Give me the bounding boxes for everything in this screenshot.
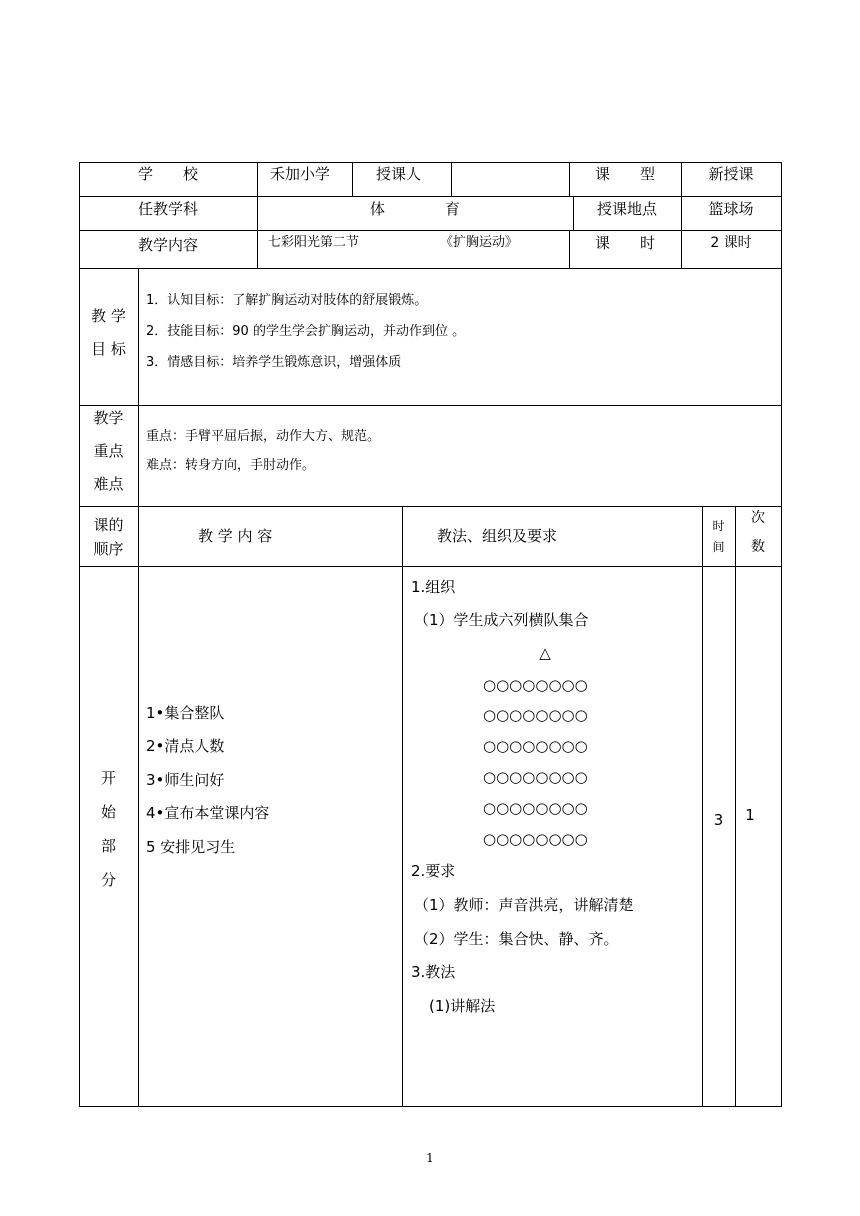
content-item: 5 安排见习生 [146,838,236,856]
organization-line: （1）学生成六列横队集合 [414,611,589,629]
table-col-divider [402,506,403,1106]
content-value-series: 七彩阳光第二节 [268,235,360,250]
keypoints-label-line2: 重点 [93,442,124,460]
hours-value: 2 课时 [710,235,752,251]
page-number: 1 [426,1151,434,1165]
content-column-header: 教 学 内 容 [198,527,273,545]
table-row-divider [79,196,782,197]
section-name-char: 开 [100,769,116,787]
table-border-bottom [79,1106,782,1107]
section-name-char: 始 [100,803,116,821]
table-row-divider [79,230,782,231]
goals-label-line1: 教 学 [91,307,126,325]
place-value: 篮球场 [708,200,754,218]
subject-label: 任教学科 [137,200,198,218]
table-border-left [79,162,80,1107]
content-label: 教学内容 [137,236,198,254]
goal-item: 3．情感目标：培养学生锻炼意识，增强体质 [146,355,402,370]
count-value: 1 [745,806,755,824]
subject-value: 体 育 [369,200,460,218]
table-row-divider [79,405,782,406]
time-value: 3 [713,811,724,829]
type-label: 课 型 [594,165,655,183]
teaching-method-item: (1)讲解法 [429,997,496,1015]
content-value-title: 《扩胸运动》 [440,235,519,250]
goal-item: 2．技能目标：90 的学生学会扩胸运动，并动作到位 。 [146,324,466,339]
section-name-char: 部 [100,837,116,855]
order-header-line1: 课的 [93,516,124,534]
formation-row: ○○○○○○○○ [483,676,588,694]
method-column-header: 教法、组织及要求 [437,527,558,545]
teacher-position-mark: △ [539,644,551,662]
content-item: 2•清点人数 [146,737,225,755]
table-col-divider [735,506,736,1106]
time-header-line2: 间 [712,540,725,554]
table-row-divider [79,268,782,269]
requirements-title: 2.要求 [411,862,456,880]
focus-text: 重点：手臂平屈后振，动作大方、规范。 [146,429,381,444]
time-header-line1: 时 [712,519,725,533]
content-item: 4•宣布本堂课内容 [146,804,270,822]
formation-row: ○○○○○○○○ [483,706,588,724]
formation-row: ○○○○○○○○ [483,737,588,755]
teaching-method-title: 3.教法 [411,963,456,981]
table-col-divider [702,506,703,1106]
table-border-top [79,162,782,163]
table-col-divider [138,268,139,1106]
section-name-char: 分 [100,871,116,889]
type-value: 新授课 [708,165,754,183]
goal-item: 1．认知目标：了解扩胸运动对肢体的舒展锻炼。 [146,293,428,308]
content-item: 3•师生问好 [146,771,225,789]
goals-label-line2: 目 标 [91,340,126,358]
difficulty-text: 难点：转身方向，手肘动作。 [146,458,316,473]
formation-row: ○○○○○○○○ [483,768,588,786]
formation-row: ○○○○○○○○ [483,799,588,817]
hours-label: 课 时 [594,234,655,252]
order-header-line2: 顺序 [93,540,124,558]
teacher-label: 授课人 [376,165,422,183]
table-border-right [781,162,782,1107]
table-col-divider [451,162,452,196]
formation-row: ○○○○○○○○ [483,830,588,848]
table-row-divider [79,566,782,567]
organization-title: 1.组织 [411,578,456,596]
place-label: 授课地点 [596,200,657,218]
table-col-divider [352,162,353,196]
requirement-teacher: （1）教师：声音洪亮，讲解清楚 [414,896,634,914]
count-header-line1: 次 [751,510,765,526]
table-row-divider [79,506,782,507]
content-item: 1•集合整队 [146,704,225,722]
count-header-line2: 数 [751,539,765,555]
keypoints-label-line3: 难点 [93,475,124,493]
requirement-student: （2）学生：集合快、静、齐。 [414,930,619,948]
school-label: 学 校 [137,165,198,183]
keypoints-label-line1: 教学 [93,409,124,427]
school-value: 禾加小学 [270,165,331,183]
